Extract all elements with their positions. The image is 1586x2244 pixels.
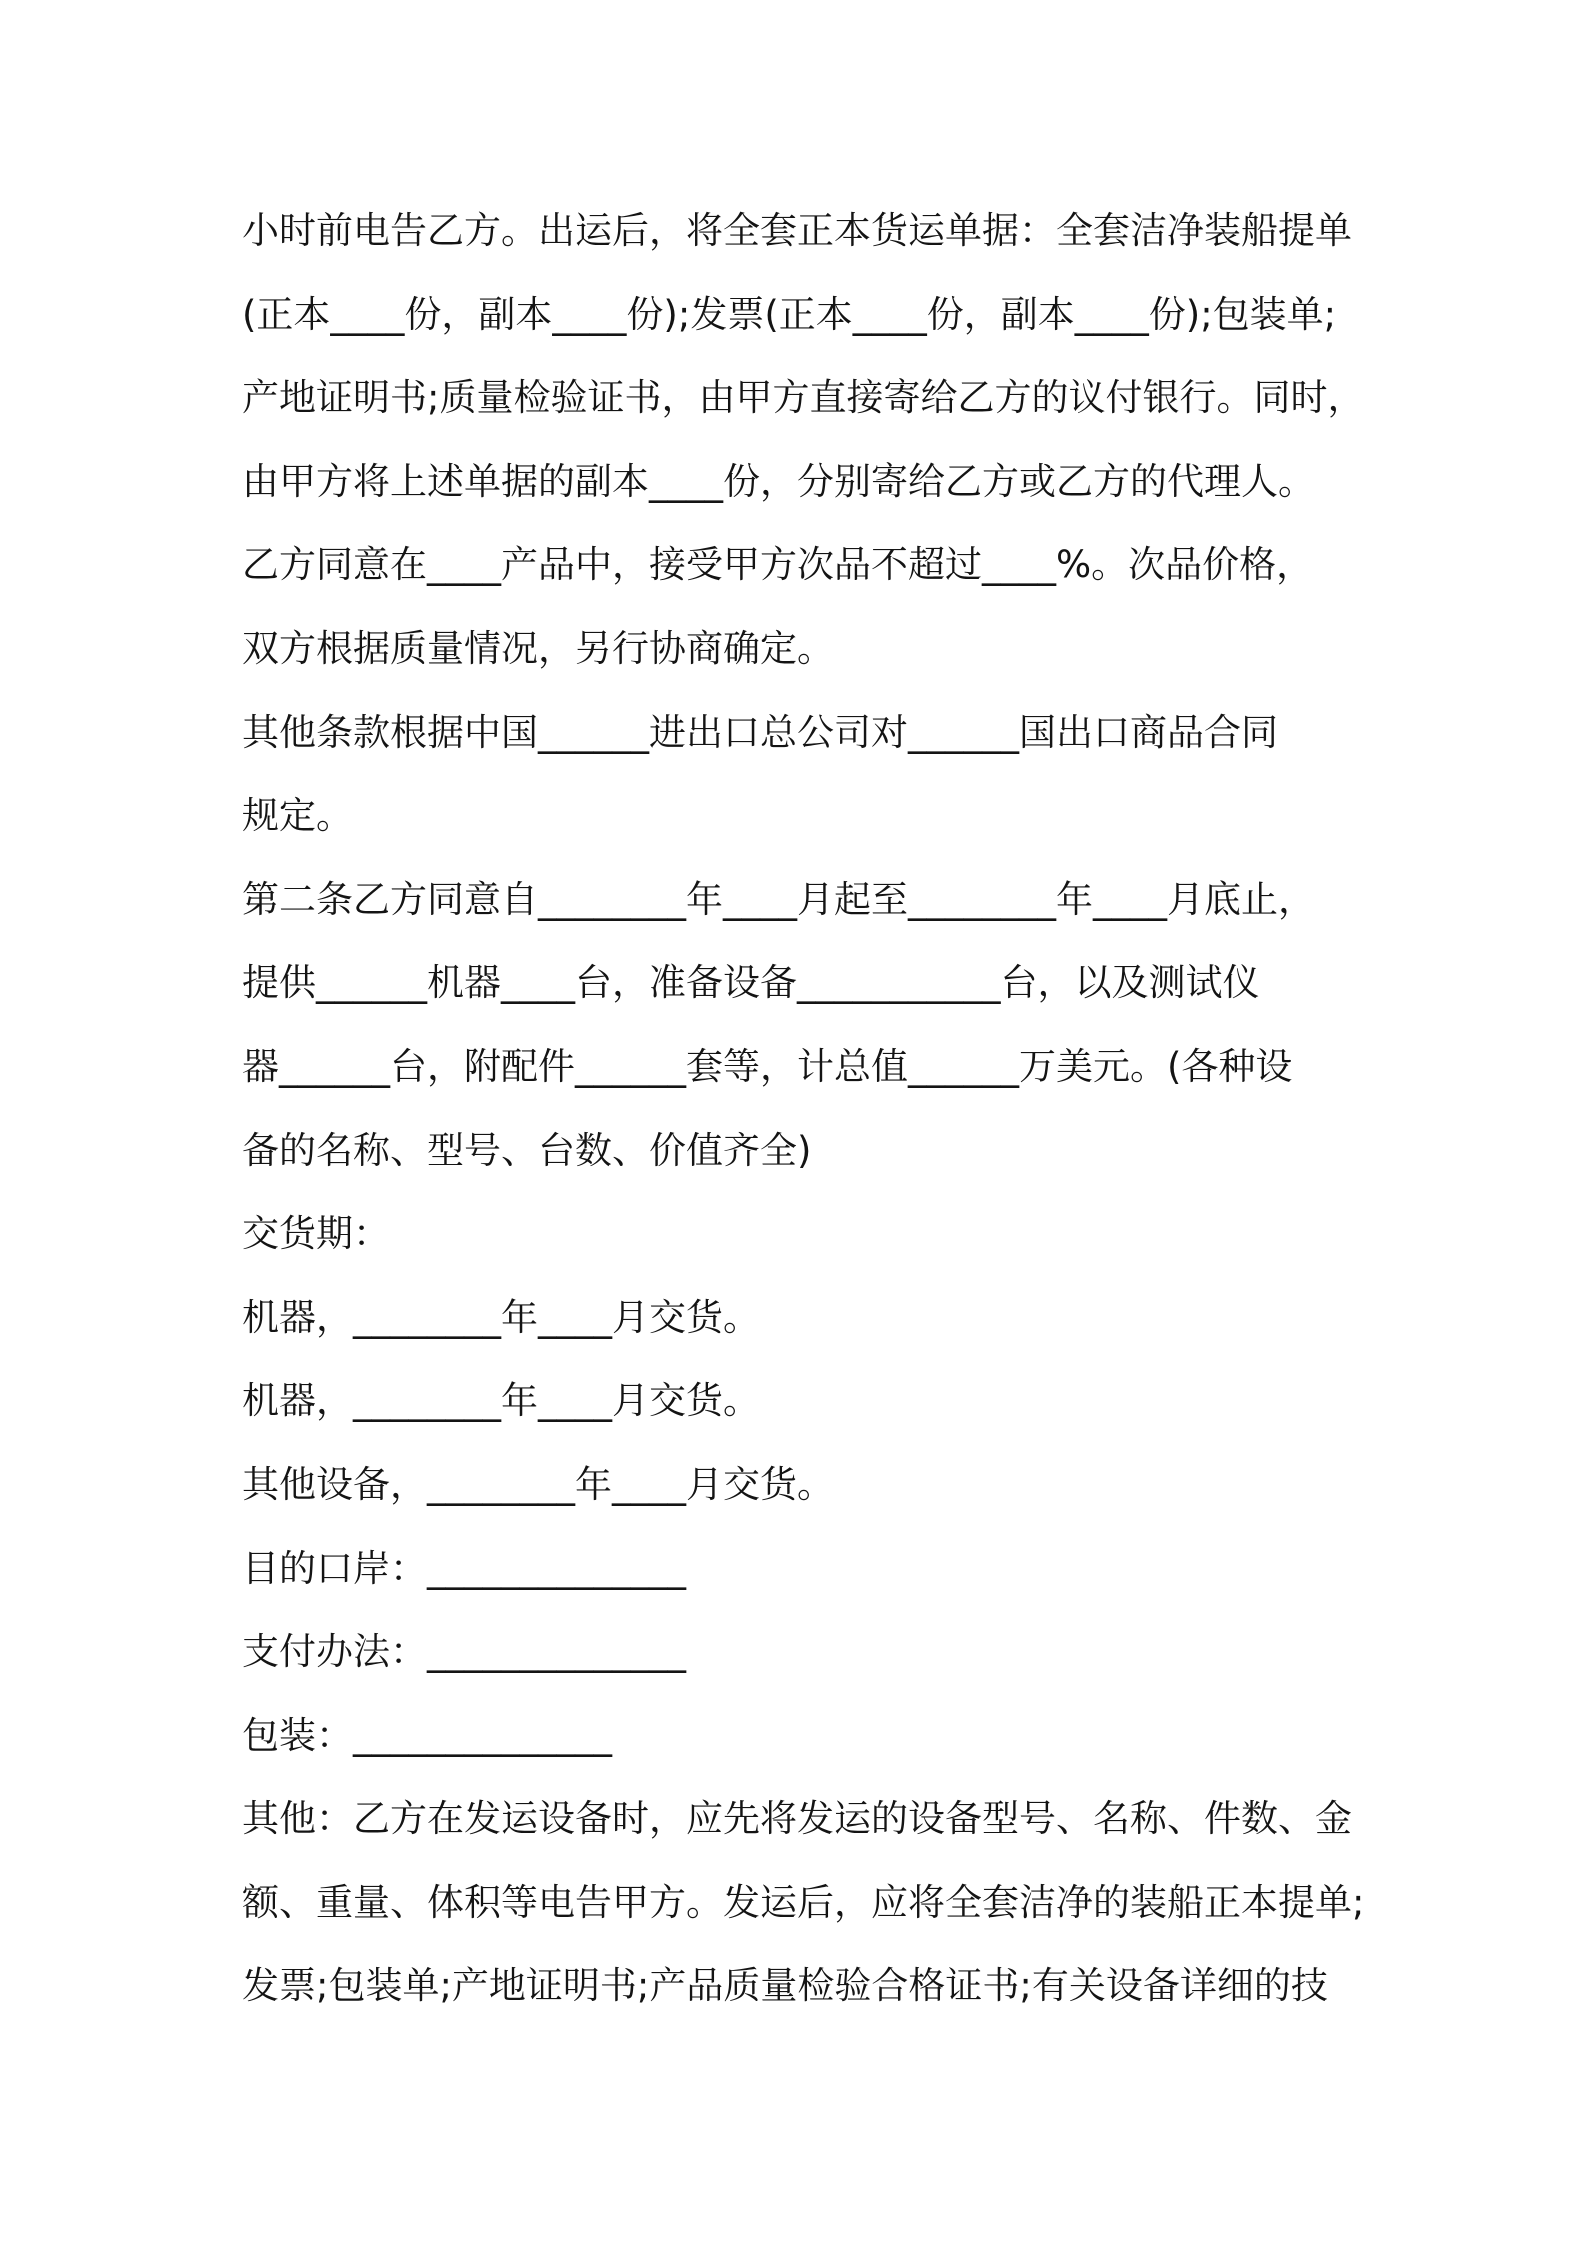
text-line: 交货期： xyxy=(242,1212,390,1256)
text-line: 产地证明书;质量检验证书，由甲方直接寄给乙方的议付银行。同时， xyxy=(242,376,1365,420)
text-line: 器______台，附配件______套等，计总值______万美元。(各种设 xyxy=(242,1044,1293,1088)
text-line: 双方根据质量情况，另行协商确定。 xyxy=(242,626,834,670)
text-line: 发票;包装单;产地证明书;产品质量检验合格证书;有关设备详细的技 xyxy=(242,1964,1328,2008)
text-line: 备的名称、型号、台数、价值齐全) xyxy=(242,1128,812,1172)
text-line: 其他条款根据中国______进出口总公司对______国出口商品合同 xyxy=(242,710,1278,754)
text-line: 由甲方将上述单据的副本____份，分别寄给乙方或乙方的代理人。 xyxy=(242,459,1315,503)
text-line: 额、重量、体积等电告甲方。发运后，应将全套洁净的装船正本提单; xyxy=(242,1880,1365,1924)
text-line: 提供______机器____台，准备设备___________台，以及测试仪 xyxy=(242,961,1260,1005)
text-line: 乙方同意在____产品中，接受甲方次品不超过____%。次品价格， xyxy=(242,543,1314,587)
text-line: 包装：______________ xyxy=(242,1713,612,1757)
text-line: 规定。 xyxy=(242,794,353,838)
text-line: 第二条乙方同意自________年____月起至________年____月底止， xyxy=(242,877,1315,921)
text-line: 其他：乙方在发运设备时，应先将发运的设备型号、名称、件数、金 xyxy=(242,1797,1352,1841)
text-line: 其他设备，________年____月交货。 xyxy=(242,1462,834,1506)
text-line: 机器，________年____月交货。 xyxy=(242,1295,760,1339)
text-line: 小时前电告乙方。出运后，将全套正本货运单据：全套洁净装船提单 xyxy=(242,209,1352,252)
text-line: 目的口岸：______________ xyxy=(242,1546,686,1590)
text-line: 机器，________年____月交货。 xyxy=(242,1379,760,1423)
document-body xyxy=(242,189,1372,2028)
text-line: (正本____份，副本____份);发票(正本____份，副本____份);包装单; xyxy=(242,292,1337,336)
text-line: 支付办法：______________ xyxy=(242,1630,686,1674)
